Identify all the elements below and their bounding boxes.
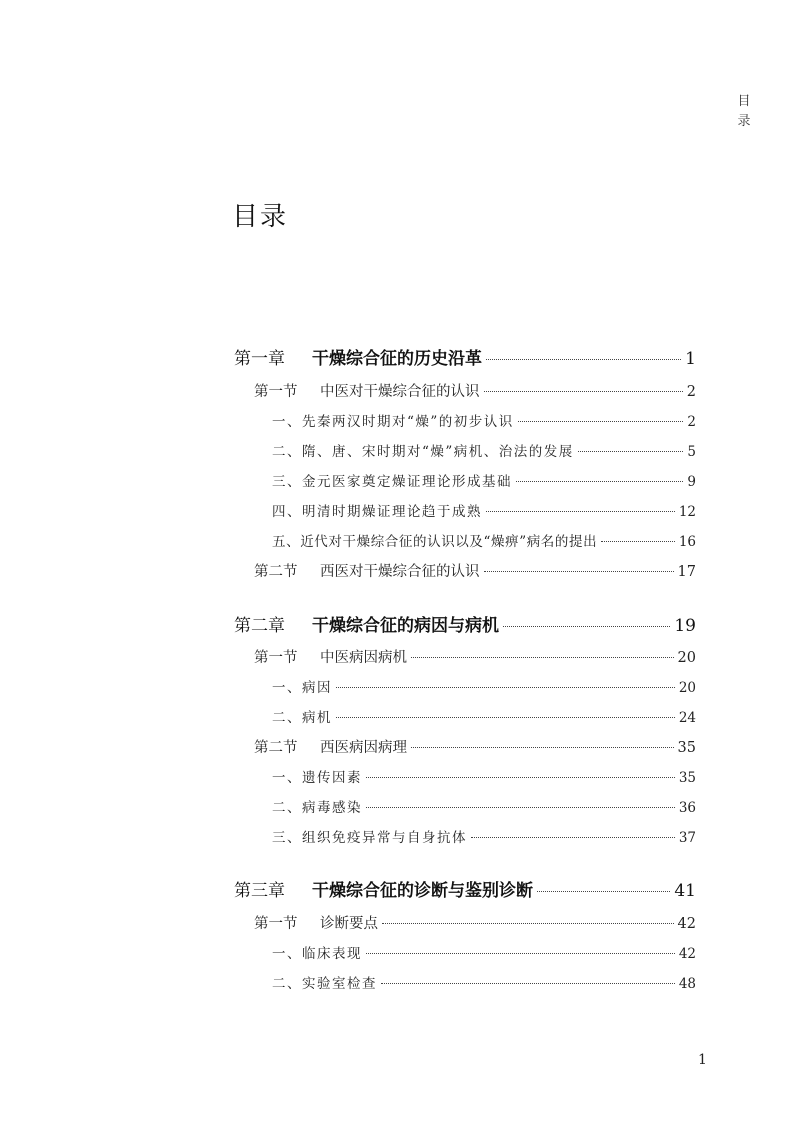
page-number: 37 bbox=[678, 830, 696, 846]
dot-leader bbox=[366, 777, 675, 778]
page-number: 35 bbox=[677, 740, 696, 756]
item-title: 四、明清时期燥证理论趋于成熟 bbox=[272, 504, 482, 520]
page-number: 41 bbox=[674, 881, 696, 901]
toc-section[interactable] bbox=[254, 646, 696, 667]
page-number: 35 bbox=[678, 770, 696, 786]
toc-item[interactable] bbox=[272, 826, 696, 846]
dot-leader bbox=[503, 626, 670, 627]
toc-item[interactable] bbox=[272, 470, 696, 490]
item-title: 一、遗传因素 bbox=[272, 770, 362, 786]
chapter-title: 干燥综合征的病因与病机 bbox=[312, 616, 499, 636]
dot-leader bbox=[486, 511, 675, 512]
toc-item[interactable] bbox=[272, 440, 696, 460]
section-number: 第一节 bbox=[254, 916, 298, 932]
toc-item[interactable] bbox=[272, 410, 696, 430]
item-title: 一、先秦两汉时期对“燥”的初步认识 bbox=[272, 414, 514, 430]
dot-leader bbox=[471, 837, 675, 838]
dot-leader bbox=[484, 571, 674, 572]
section-title: 中医病因病机 bbox=[320, 650, 407, 666]
item-title: 一、临床表现 bbox=[272, 946, 362, 962]
page-number: 1 bbox=[685, 349, 696, 369]
section-title: 中医对干燥综合征的认识 bbox=[320, 384, 480, 400]
toc-section[interactable] bbox=[254, 380, 696, 401]
dot-leader bbox=[336, 687, 675, 688]
toc-chapter-1[interactable] bbox=[234, 344, 696, 369]
page-number: 42 bbox=[678, 946, 696, 962]
dot-leader bbox=[601, 541, 675, 542]
page-number: 12 bbox=[678, 504, 696, 520]
dot-leader bbox=[366, 953, 675, 954]
page-number: 48 bbox=[678, 976, 696, 992]
item-title: 二、病机 bbox=[272, 710, 332, 726]
item-title: 五、近代对干燥综合征的认识以及“燥痹”病名的提出 bbox=[272, 534, 598, 550]
toc-item[interactable] bbox=[272, 530, 696, 550]
page-number: 24 bbox=[678, 710, 696, 726]
section-number: 第一节 bbox=[254, 384, 298, 400]
item-title: 二、隋、唐、宋时期对“燥”病机、治法的发展 bbox=[272, 444, 574, 460]
page-title: 目录 bbox=[232, 202, 289, 232]
toc-chapter-2[interactable] bbox=[234, 611, 696, 636]
page-folio: 1 bbox=[698, 1052, 707, 1068]
item-title: 三、金元医家奠定燥证理论形成基础 bbox=[272, 474, 512, 490]
section-title: 西医对干燥综合征的认识 bbox=[320, 564, 480, 580]
running-head-char: 录 bbox=[737, 114, 751, 129]
item-title: 三、组织免疫异常与自身抗体 bbox=[272, 830, 467, 846]
toc-item[interactable] bbox=[272, 796, 696, 816]
toc-item[interactable] bbox=[272, 676, 696, 696]
dot-leader bbox=[537, 891, 670, 892]
page-number: 20 bbox=[678, 680, 696, 696]
toc-item[interactable] bbox=[272, 766, 696, 786]
section-number: 第二节 bbox=[254, 564, 298, 580]
page-number: 17 bbox=[677, 564, 696, 580]
dot-leader bbox=[366, 807, 675, 808]
chapter-number: 第三章 bbox=[234, 881, 285, 901]
dot-leader bbox=[486, 359, 681, 360]
page-number: 9 bbox=[687, 474, 696, 490]
running-head bbox=[736, 92, 752, 132]
dot-leader bbox=[411, 657, 674, 658]
chapter-number: 第二章 bbox=[234, 616, 285, 636]
page-number: 2 bbox=[687, 414, 696, 430]
toc-item[interactable] bbox=[272, 706, 696, 726]
dot-leader bbox=[381, 983, 675, 984]
section-title: 西医病因病理 bbox=[320, 740, 407, 756]
dot-leader bbox=[518, 421, 684, 422]
page-number: 5 bbox=[687, 444, 696, 460]
page-number: 2 bbox=[686, 384, 696, 400]
page-number: 42 bbox=[677, 916, 696, 932]
chapter-title: 干燥综合征的历史沿革 bbox=[312, 349, 482, 369]
toc-chapter-3[interactable] bbox=[234, 876, 696, 901]
page-number: 20 bbox=[677, 650, 696, 666]
page-number: 16 bbox=[678, 534, 696, 550]
dot-leader bbox=[516, 481, 683, 482]
section-number: 第二节 bbox=[254, 740, 298, 756]
toc-item[interactable] bbox=[272, 500, 696, 520]
item-title: 二、实验室检查 bbox=[272, 976, 377, 992]
item-title: 一、病因 bbox=[272, 680, 332, 696]
toc-section[interactable] bbox=[254, 912, 696, 933]
toc-section[interactable] bbox=[254, 736, 696, 757]
toc-item[interactable] bbox=[272, 972, 696, 992]
dot-leader bbox=[411, 747, 674, 748]
page-number: 19 bbox=[674, 616, 696, 636]
running-head-char: 目 bbox=[737, 94, 751, 109]
chapter-number: 第一章 bbox=[234, 349, 285, 369]
page-number: 36 bbox=[678, 800, 696, 816]
chapter-title: 干燥综合征的诊断与鉴别诊断 bbox=[312, 881, 533, 901]
toc-section[interactable] bbox=[254, 560, 696, 581]
dot-leader bbox=[336, 717, 675, 718]
section-number: 第一节 bbox=[254, 650, 298, 666]
dot-leader bbox=[578, 451, 684, 452]
section-title: 诊断要点 bbox=[320, 916, 378, 932]
dot-leader bbox=[484, 391, 683, 392]
toc-item[interactable] bbox=[272, 942, 696, 962]
item-title: 二、病毒感染 bbox=[272, 800, 362, 816]
dot-leader bbox=[382, 923, 674, 924]
